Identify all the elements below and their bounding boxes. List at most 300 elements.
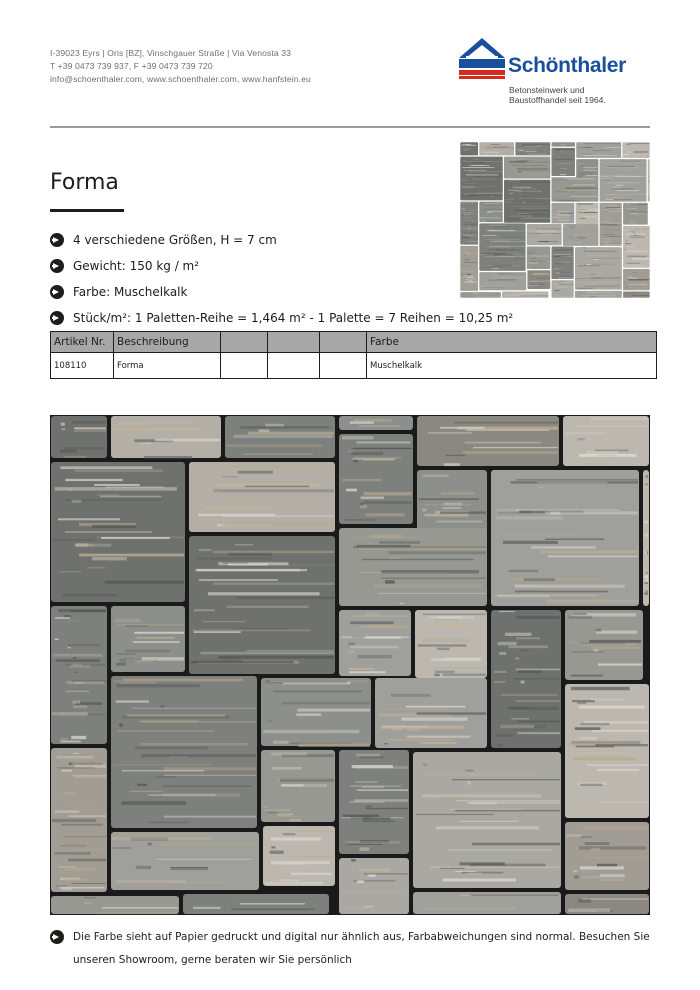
stone-texture-streak <box>516 479 638 480</box>
stone-texture-streak <box>629 279 648 280</box>
stone-texture-streak <box>521 681 525 684</box>
stone-texture-streak <box>71 736 86 739</box>
stone-texture-streak <box>53 539 95 541</box>
stone-texture-streak <box>618 161 640 162</box>
stone-texture-streak <box>55 885 67 887</box>
stone-texture-streak <box>555 263 556 264</box>
stone-texture-streak <box>497 237 502 238</box>
stone-texture-streak <box>346 841 401 843</box>
stone-texture-streak <box>645 540 648 543</box>
stone-texture-streak <box>428 432 472 434</box>
company-logo <box>458 36 653 106</box>
stone-texture-streak <box>600 178 610 179</box>
stone-texture-streak <box>202 621 245 622</box>
stone-texture-streak <box>518 732 560 734</box>
stone-texture-streak <box>194 609 215 611</box>
stone-texture-streak <box>523 192 529 193</box>
stone-texture-streak <box>648 187 649 188</box>
stone-texture-streak <box>560 188 588 189</box>
logo-tagline <box>509 85 606 105</box>
stone-texture-streak <box>600 224 618 225</box>
stone-texture-streak <box>547 600 638 603</box>
stone-texture-streak <box>525 151 536 152</box>
col-header-description: Beschreibung <box>114 332 221 353</box>
stone-texture-streak <box>461 196 491 197</box>
stone-texture-streak <box>470 864 546 867</box>
stone-texture-streak <box>564 225 586 226</box>
stone-texture-streak <box>221 524 273 526</box>
stone-texture-streak <box>389 551 486 554</box>
stone-texture-streak <box>445 455 465 456</box>
stone-texture-streak <box>605 239 618 240</box>
stone-texture-streak <box>381 570 478 573</box>
stone-texture-streak <box>492 268 499 269</box>
stone-texture-streak <box>634 229 649 230</box>
stone-texture-streak <box>473 447 558 448</box>
stone-texture-streak <box>604 216 609 217</box>
stone-texture-streak <box>463 170 486 171</box>
stone-texture-streak <box>84 897 96 898</box>
stone-texture-streak <box>509 645 548 648</box>
disclaimer-line-1: Die Farbe sieht auf Papier gedruckt und digital nur ähnlich aus, Farbabweichungen sind normal. Besuchen Sie <box>73 931 650 943</box>
paving-stone <box>648 159 650 201</box>
stone-texture-streak <box>630 231 635 232</box>
stone-texture-streak <box>460 895 472 896</box>
stone-texture-streak <box>616 190 639 191</box>
stone-texture-streak <box>61 741 81 743</box>
stone-texture-streak <box>591 277 621 278</box>
paving-pattern-photo <box>50 415 650 915</box>
cell-empty <box>320 353 367 379</box>
stone-texture-streak <box>352 615 410 616</box>
stone-texture-streak <box>213 582 334 585</box>
stone-texture-streak <box>374 585 483 588</box>
stone-texture-streak <box>595 744 648 746</box>
stone-texture-streak <box>548 555 638 557</box>
stone-texture-streak <box>527 253 537 254</box>
paving-stone <box>479 202 502 223</box>
stone-texture-streak <box>355 781 377 782</box>
stone-texture-streak <box>351 859 356 862</box>
stone-texture-streak <box>136 866 151 869</box>
paving-stone <box>527 247 550 269</box>
stone-texture-streak <box>134 661 153 663</box>
stone-texture-streak <box>614 169 647 170</box>
stone-texture-streak <box>598 738 607 740</box>
stone-texture-streak <box>199 579 278 581</box>
stone-texture-streak <box>196 558 272 560</box>
stone-texture-streak <box>536 273 546 274</box>
stone-texture-streak <box>513 187 531 188</box>
stone-texture-streak <box>644 534 648 536</box>
stone-texture-streak <box>634 290 638 291</box>
stone-texture-streak <box>601 244 606 245</box>
stone-texture-streak <box>463 161 467 162</box>
stone-texture-streak <box>170 868 238 871</box>
stone-texture-streak <box>648 198 649 199</box>
stone-texture-streak <box>515 210 549 211</box>
stone-texture-streak <box>105 581 184 584</box>
stone-texture-streak <box>437 648 450 651</box>
stone-texture-streak <box>270 680 367 681</box>
stone-texture-streak <box>114 680 239 682</box>
stone-texture-streak <box>556 272 560 273</box>
stone-texture-streak <box>593 147 621 148</box>
stone-texture-streak <box>646 504 648 507</box>
stone-texture-streak <box>62 770 72 772</box>
stone-texture-streak <box>505 633 532 636</box>
color-disclaimer <box>50 930 650 966</box>
stone-texture-streak <box>578 285 594 286</box>
paving-stone <box>552 247 574 279</box>
stone-texture-streak <box>578 278 607 279</box>
stone-texture-streak <box>597 769 639 771</box>
stone-texture-streak <box>407 736 470 738</box>
stone-texture-streak <box>570 717 586 718</box>
stone-texture-streak <box>580 173 593 174</box>
stone-texture-streak <box>358 546 486 549</box>
stone-texture-streak <box>438 616 475 619</box>
address-line: I-39023 Eyrs | Oris [BZ], Vinschgauer Straße | Via Venosta 33 <box>50 48 291 58</box>
stone-texture-streak <box>222 476 238 477</box>
stone-texture-streak <box>267 812 277 814</box>
stone-texture-streak <box>630 237 645 238</box>
stone-texture-streak <box>607 207 621 208</box>
stone-texture-streak <box>519 296 548 297</box>
stone-texture-streak <box>531 546 596 549</box>
stone-texture-streak <box>575 727 601 730</box>
stone-texture-streak <box>55 639 59 640</box>
stone-texture-streak <box>553 285 572 286</box>
stone-texture-streak <box>529 284 544 285</box>
stone-texture-streak <box>460 821 519 822</box>
stone-texture-streak <box>559 277 573 278</box>
stone-texture-streak <box>379 541 419 544</box>
stone-texture-streak <box>555 221 568 222</box>
stone-texture-streak <box>462 187 476 188</box>
cell-empty <box>268 353 320 379</box>
web-line: info@schoenthaler.com, www.schoenthaler.com, www.hanfstein.eu <box>50 74 311 84</box>
stone-texture-streak <box>491 144 499 145</box>
stone-texture-streak <box>63 792 74 794</box>
stone-texture-streak <box>462 180 468 181</box>
stone-texture-streak <box>483 218 493 219</box>
stone-texture-streak <box>560 144 566 145</box>
stone-texture-streak <box>645 536 648 537</box>
col-header-empty <box>320 332 367 353</box>
stone-texture-streak <box>74 427 106 429</box>
stone-texture-streak <box>520 617 559 618</box>
stone-texture-streak <box>528 285 539 286</box>
stone-texture-streak <box>645 590 648 591</box>
stone-texture-streak <box>531 258 536 259</box>
stone-texture-streak <box>352 765 393 768</box>
stone-texture-streak <box>487 254 502 255</box>
stone-texture-streak <box>462 237 469 238</box>
stone-texture-streak <box>468 895 558 897</box>
stone-texture-streak <box>73 701 80 704</box>
stone-texture-streak <box>646 564 648 566</box>
stone-texture-streak <box>466 430 549 431</box>
stone-texture-streak <box>474 176 502 177</box>
stone-texture-streak <box>573 870 577 872</box>
stone-texture-streak <box>516 669 560 671</box>
stone-texture-streak <box>570 184 573 185</box>
stone-texture-streak <box>497 595 550 598</box>
stone-texture-streak <box>577 163 584 164</box>
stone-texture-streak <box>485 147 514 148</box>
stone-texture-streak <box>362 559 473 560</box>
arrow-circle-icon <box>50 259 64 273</box>
stone-texture-streak <box>566 762 574 764</box>
stone-texture-streak <box>419 855 441 856</box>
stone-texture-streak <box>521 218 550 219</box>
stone-texture-streak <box>60 738 67 741</box>
stone-texture-streak <box>591 699 623 701</box>
stone-texture-streak <box>609 211 622 212</box>
stone-texture-streak <box>357 880 364 883</box>
stone-texture-streak <box>583 176 589 177</box>
stone-texture-streak <box>646 532 648 534</box>
stone-texture-streak <box>517 168 547 169</box>
stone-texture-streak <box>115 619 140 622</box>
stone-texture-streak <box>555 218 557 219</box>
stone-texture-streak <box>624 220 626 221</box>
stone-texture-streak <box>574 875 579 878</box>
stone-texture-streak <box>391 728 402 730</box>
stone-texture-streak <box>282 784 327 787</box>
stone-texture-streak <box>192 629 310 631</box>
stone-texture-streak <box>64 836 106 837</box>
stone-texture-streak <box>139 721 198 723</box>
stone-texture-streak <box>164 767 256 770</box>
stone-texture-streak <box>553 179 568 180</box>
stone-texture-streak <box>597 802 648 803</box>
stone-texture-streak <box>591 848 600 851</box>
stone-texture-streak <box>141 743 248 746</box>
stone-texture-streak <box>631 157 649 158</box>
stone-texture-streak <box>56 659 100 661</box>
stone-texture-streak <box>518 293 548 294</box>
stone-texture-streak <box>577 702 586 704</box>
stone-texture-streak <box>578 782 607 784</box>
stone-texture-streak <box>92 557 127 560</box>
stone-texture-streak <box>53 654 103 657</box>
feature-item <box>50 233 277 247</box>
stone-texture-streak <box>629 143 650 144</box>
stone-texture-streak <box>391 694 430 697</box>
stone-texture-streak <box>343 815 379 817</box>
stone-texture-streak <box>583 170 597 171</box>
stone-texture-streak <box>106 486 164 488</box>
stone-texture-streak <box>199 549 212 551</box>
stone-texture-streak <box>559 156 572 157</box>
stone-texture-streak <box>553 145 554 146</box>
stone-texture-streak <box>627 256 647 257</box>
stone-texture-streak <box>443 878 516 881</box>
stone-texture-streak <box>92 525 136 528</box>
stone-texture-streak <box>577 438 584 440</box>
stone-texture-streak <box>289 856 334 858</box>
stone-texture-streak <box>436 796 440 798</box>
stone-texture-streak <box>644 521 648 524</box>
arrow-circle-icon <box>50 930 64 944</box>
stone-texture-streak <box>57 756 93 759</box>
stone-texture-streak <box>517 160 530 161</box>
stone-texture-streak <box>439 797 466 800</box>
product-hero-image <box>50 415 650 915</box>
stone-texture-streak <box>592 730 648 732</box>
stone-texture-streak <box>625 287 628 288</box>
stone-texture-streak <box>68 644 100 646</box>
stone-texture-streak <box>243 453 313 455</box>
stone-texture-streak <box>137 784 147 786</box>
table-header-row <box>51 332 657 353</box>
stone-texture-streak <box>490 241 513 242</box>
stone-texture-streak <box>354 799 408 801</box>
stone-texture-streak <box>113 428 201 431</box>
stone-texture-streak <box>463 213 474 214</box>
stone-texture-streak <box>493 277 526 278</box>
stone-texture-streak <box>88 567 106 569</box>
stone-texture-streak <box>604 209 608 210</box>
stone-texture-streak <box>347 844 383 845</box>
feature-text: 4 verschiedene Größen, H = 7 cm <box>73 233 277 247</box>
stone-texture-streak <box>84 902 92 905</box>
stone-texture-streak <box>627 246 635 247</box>
stone-texture-streak <box>465 442 541 444</box>
stone-texture-streak <box>487 230 515 231</box>
stone-texture-streak <box>605 180 610 181</box>
col-header-empty <box>268 332 320 353</box>
stone-texture-streak <box>649 197 650 198</box>
stone-texture-streak <box>571 675 603 677</box>
stone-texture-streak <box>464 222 472 223</box>
stone-texture-streak <box>263 806 269 808</box>
stone-texture-streak <box>278 731 324 733</box>
stone-texture-streak <box>213 489 334 492</box>
stone-texture-streak <box>418 644 467 646</box>
stone-texture-streak <box>359 847 369 850</box>
stone-texture-streak <box>530 256 548 257</box>
stone-texture-streak <box>423 764 428 766</box>
stone-texture-streak <box>193 491 220 492</box>
stone-texture-streak <box>417 712 486 714</box>
disclaimer-line-2: unseren Showroom, gerne beraten wir Sie persönlich <box>73 954 352 966</box>
stone-texture-streak <box>509 193 514 194</box>
article-table <box>50 331 657 379</box>
stone-texture-streak <box>350 421 374 423</box>
stone-texture-streak <box>283 833 295 835</box>
stone-texture-streak <box>134 632 184 634</box>
stone-texture-streak <box>567 834 582 837</box>
stone-texture-streak <box>60 466 152 469</box>
stone-texture-streak <box>482 152 500 153</box>
stone-texture-streak <box>496 516 562 519</box>
stone-texture-streak <box>440 427 484 429</box>
stone-texture-streak <box>420 742 457 744</box>
stone-texture-streak <box>600 161 606 162</box>
stone-texture-streak <box>521 145 536 146</box>
stone-texture-streak <box>537 278 550 279</box>
stone-texture-streak <box>60 449 76 452</box>
stone-texture-streak <box>601 221 611 222</box>
stone-texture-streak <box>156 776 176 778</box>
stone-texture-streak <box>518 171 521 172</box>
stone-texture-streak <box>361 625 410 628</box>
stone-texture-streak <box>645 599 648 602</box>
stone-texture-streak <box>529 274 542 275</box>
stone-texture-streak <box>360 756 385 758</box>
stone-texture-streak <box>117 624 184 625</box>
stone-texture-streak <box>96 912 178 914</box>
stone-texture-streak <box>350 646 398 649</box>
stone-texture-streak <box>488 237 526 238</box>
stone-texture-streak <box>228 553 272 556</box>
stone-texture-streak <box>350 785 401 787</box>
stone-texture-streak <box>126 625 148 626</box>
stone-texture-streak <box>558 201 579 202</box>
stone-texture-streak <box>498 256 526 257</box>
stone-texture-streak <box>558 296 573 297</box>
logo-tagline-1: Betonsteinwerk und <box>509 85 585 95</box>
stone-texture-streak <box>74 776 106 778</box>
paving-stone <box>563 416 649 466</box>
stone-texture-streak <box>464 249 478 250</box>
stone-texture-streak <box>488 153 514 154</box>
stone-texture-streak <box>583 247 586 248</box>
stone-texture-streak <box>117 730 214 731</box>
stone-texture-streak <box>148 843 152 846</box>
stone-texture-streak <box>647 551 648 554</box>
stone-texture-streak <box>582 154 591 155</box>
stone-texture-streak <box>74 470 163 473</box>
stone-texture-streak <box>533 252 543 253</box>
stone-texture-streak <box>52 819 96 822</box>
stone-texture-streak <box>431 658 480 661</box>
stone-texture-streak <box>452 779 560 780</box>
stone-texture-streak <box>568 191 571 192</box>
stone-texture-streak <box>69 848 106 849</box>
feature-item <box>50 311 513 325</box>
stone-texture-streak <box>540 241 558 242</box>
stone-texture-streak <box>466 263 468 264</box>
paving-stone <box>263 826 335 886</box>
stone-texture-streak <box>424 504 471 506</box>
stone-texture-streak <box>584 212 598 213</box>
stone-texture-streak <box>344 519 375 520</box>
stone-texture-streak <box>116 663 126 666</box>
stone-texture-streak <box>555 175 558 176</box>
stone-texture-streak <box>578 899 591 902</box>
stone-texture-streak <box>298 743 370 746</box>
stone-texture-streak <box>580 642 625 645</box>
stone-texture-streak <box>497 744 503 746</box>
cell-empty <box>221 353 268 379</box>
stone-texture-streak <box>462 264 463 265</box>
arrow-circle-icon <box>50 285 64 299</box>
stone-texture-streak <box>611 187 621 188</box>
stone-texture-streak <box>537 482 607 484</box>
stone-texture-streak <box>464 221 476 222</box>
stone-texture-streak <box>102 907 178 908</box>
stone-texture-streak <box>580 866 624 869</box>
stone-texture-streak <box>366 805 372 808</box>
paving-stone <box>460 246 478 291</box>
stone-texture-streak <box>430 900 560 902</box>
stone-texture-streak <box>193 907 221 909</box>
stone-texture-streak <box>462 271 474 272</box>
